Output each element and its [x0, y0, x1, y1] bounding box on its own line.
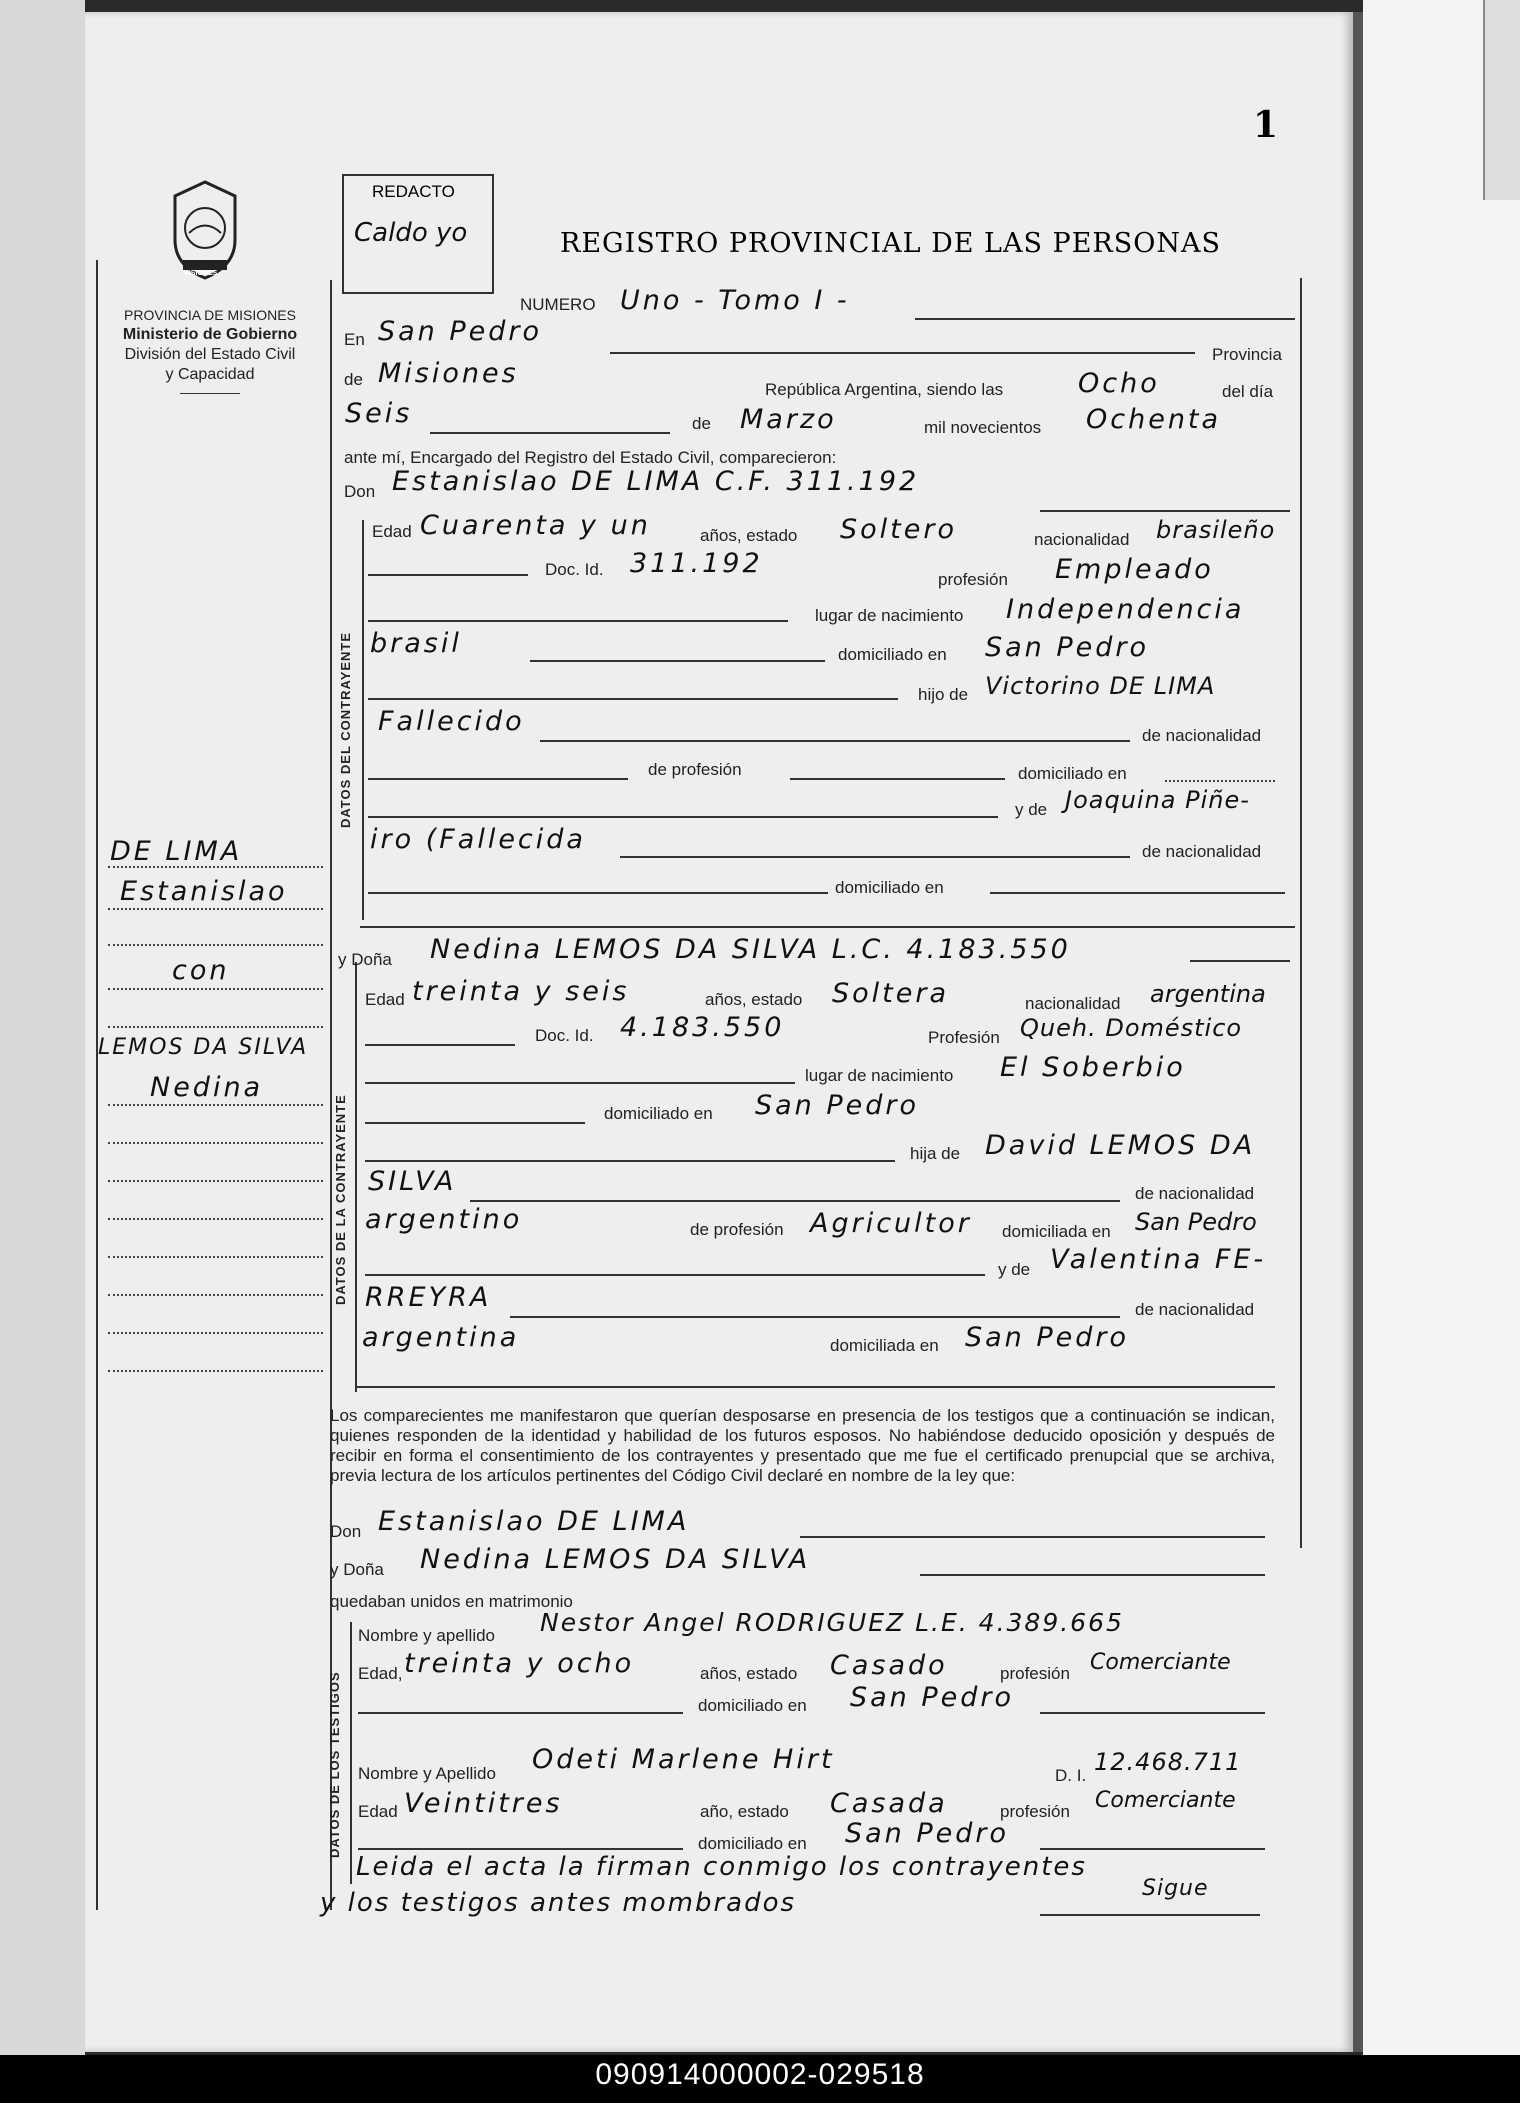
dona-value: Nedina LEMOS DA SILVA L.C. 4.183.550 [430, 934, 1071, 965]
section-rule-2 [355, 962, 357, 1392]
nacionalidad-label-2: nacionalidad [1025, 994, 1121, 1013]
lugar2-value: El Soberbio [1000, 1052, 1186, 1083]
domiciliado-label-4: domiciliado en [604, 1104, 713, 1123]
prof1-value: Empleado [1055, 554, 1214, 585]
seal-text: MISIONES [183, 270, 218, 277]
edad2-value: treinta y seis [412, 976, 630, 1007]
dona-final-value: Nedina LEMOS DA SILVA [420, 1544, 811, 1575]
don-final-value: Estanislao DE LIMA [378, 1506, 690, 1537]
margin-line [108, 1180, 323, 1182]
doc1-value: 311.192 [630, 548, 763, 579]
field-line [1040, 1848, 1265, 1850]
margin-line [108, 1104, 323, 1106]
field-line [1040, 1712, 1265, 1714]
side-label-testigos: DATOS DE LOS TESTIGOS [327, 1671, 342, 1858]
anios-label-2: años, estado [705, 990, 803, 1009]
page-fold [1483, 0, 1520, 200]
right-page-edge [1363, 0, 1520, 2060]
domiciliada-label-2: domiciliada en [830, 1336, 939, 1355]
capacity-label: y Capacidad [165, 366, 255, 383]
field-line [430, 432, 670, 434]
profesion-label: profesión [938, 570, 1008, 589]
field-line [530, 660, 825, 662]
provincia-label: Provincia [1212, 345, 1282, 364]
margin-line [108, 988, 323, 990]
closing-line-2: y los testigos antes mombrados [320, 1888, 797, 1918]
hora-value: Ocho [1078, 368, 1160, 399]
testigo1-value: Nestor Angel RODRIGUEZ L.E. 4.389.665 [540, 1608, 1124, 1637]
nombre-label-2: Nombre y Apellido [358, 1764, 496, 1783]
margin-line [108, 1218, 323, 1220]
field-line [365, 1044, 515, 1046]
padre2-dom: San Pedro [1135, 1208, 1257, 1236]
lugar-nac-label-2: lugar de nacimiento [805, 1066, 954, 1085]
madre1-cont: iro (Fallecida [370, 824, 586, 855]
t2-di: 12.468.711 [1094, 1748, 1242, 1776]
redacto-stamp [342, 174, 494, 294]
dom1-value: San Pedro [985, 632, 1150, 663]
numero-value: Uno - Tomo I - [620, 285, 850, 316]
domiciliado-label-6: domiciliado en [698, 1834, 807, 1853]
don-final-label: Don [330, 1522, 362, 1541]
de-mes-label: de [692, 414, 711, 433]
domiciliado-label-2: domiciliado en [1018, 764, 1127, 783]
field-line [800, 1536, 1265, 1538]
field-line [1040, 1914, 1260, 1916]
domiciliada-label: domiciliada en [1002, 1222, 1111, 1241]
field-line [368, 574, 528, 576]
field-line [358, 1712, 683, 1714]
t1-edad: treinta y ocho [404, 1648, 635, 1679]
t2-prof: Comerciante [1095, 1788, 1236, 1813]
field-line [470, 1200, 1120, 1202]
margin-name: Estanislao [120, 876, 288, 907]
estado2-value: Soltera [832, 978, 950, 1009]
side-label-contrayente: DATOS DEL CONTRAYENTE [338, 631, 353, 828]
hijo-label: hijo de [918, 685, 969, 704]
edad-label-3: Edad, [358, 1664, 403, 1683]
de-nacionalidad-label-2: de nacionalidad [1142, 842, 1262, 861]
field-line [360, 926, 1295, 928]
de-profesion-label: de profesión [648, 760, 742, 779]
dom2-value: San Pedro [755, 1090, 920, 1121]
doc-label-2: Doc. Id. [535, 1026, 594, 1045]
field-line [368, 816, 998, 818]
de-label: de [344, 370, 363, 389]
de-profesion-label-2: de profesión [690, 1220, 784, 1239]
margin-line [108, 866, 323, 868]
field-line [355, 1386, 1275, 1388]
lugar-nac-label: lugar de nacimiento [815, 606, 964, 625]
madre2-value: Valentina FE- [1050, 1244, 1267, 1275]
field-line [365, 1160, 895, 1162]
edad-label-4: Edad [358, 1802, 398, 1821]
mes-value: Marzo [740, 404, 837, 435]
field-line [365, 1274, 985, 1276]
mil-label: mil novecientos [924, 418, 1042, 437]
stamp-signature: Caldo yo [354, 218, 468, 248]
section-rule-1 [362, 520, 364, 920]
field-line [368, 892, 828, 894]
t2-edad: Veintitres [404, 1788, 563, 1819]
t2-dom: San Pedro [845, 1818, 1010, 1849]
field-line [368, 620, 788, 622]
y-de-label-2: y de [998, 1260, 1031, 1279]
ante-label: ante mí, Encargado del Registro del Estado Civil, comparecieron: [344, 448, 837, 467]
field-line [790, 778, 1005, 780]
page-title: REGISTRO PROVINCIAL DE LAS PERSONAS [560, 228, 1222, 259]
ministry-label: Ministerio de Gobierno [122, 326, 298, 343]
di-label: D. I. [1055, 1766, 1087, 1785]
field-line [1190, 960, 1290, 962]
de-nacionalidad-label-4: de nacionalidad [1135, 1300, 1255, 1319]
margin-line [108, 1256, 323, 1258]
testigo2-value: Odeti Marlene Hirt [532, 1744, 835, 1775]
domiciliado-label-3: domiciliado en [835, 878, 944, 897]
misiones-seal-icon [165, 178, 245, 283]
dona-label: y Doña [338, 950, 392, 969]
field-line [368, 698, 898, 700]
margin-rule-2 [330, 280, 332, 1910]
anios-label-3: años, estado [700, 1664, 798, 1683]
field-line [365, 1122, 585, 1124]
padre1-value: Victorino DE LIMA [985, 672, 1216, 700]
barcode-number: 090914000002-029518 [595, 2058, 925, 2091]
margin-bride-name: Nedina [150, 1072, 264, 1103]
madre2-nac: argentina [362, 1322, 520, 1353]
don-value: Estanislao DE LIMA C.F. 311.192 [392, 466, 920, 497]
edad-label: Edad [372, 522, 412, 541]
edad1-value: Cuarenta y un [420, 510, 651, 541]
t1-estado: Casado [830, 1650, 948, 1681]
field-line [915, 318, 1295, 320]
section-rule-3 [350, 1622, 352, 1884]
field-line [510, 1316, 1120, 1318]
padre2-nac: argentino [365, 1204, 523, 1235]
lugar1-value: Independencia [1006, 594, 1245, 625]
nac2-value: argentina [1150, 980, 1266, 1008]
ministry-header [95, 305, 325, 402]
margin-line [108, 1026, 323, 1028]
field-line [610, 352, 1195, 354]
side-label-contrayente-f: DATOS DE LA CONTRAYENTE [333, 1094, 348, 1305]
declaration-paragraph: Los comparecientes me manifestaron que querían desposarse en presencia de los testigos que a continuación se indican, quienes responden de la identidad y habilidad de los futuros esposos. No habiéndose deducido oposición y después de recibir en forma el consentimiento de los contrayentes y presentado que me fue el certificado prenupcial que se archiva, previa lectura de los artículos pertinentes del Código Civil declaré en nombre de la ley que: [330, 1406, 1275, 1485]
en-label: En [344, 330, 365, 349]
madre2-cont: RREYRA [365, 1282, 492, 1313]
margin-line [108, 1370, 323, 1372]
estado1-value: Soltero [840, 514, 957, 545]
madre1-value: Joaquina Piñe- [1065, 786, 1250, 814]
don-label: Don [344, 482, 376, 501]
margin-line [108, 1142, 323, 1144]
anio-label: año, estado [700, 1802, 789, 1821]
stamp-label: REDACTO [372, 182, 455, 201]
division-label: División del Estado Civil [124, 346, 296, 363]
doc2-value: 4.183.550 [620, 1012, 785, 1043]
y-de-label: y de [1015, 800, 1048, 819]
madre2-dom: San Pedro [965, 1322, 1130, 1353]
pais1-value: brasil [370, 628, 462, 659]
field-line [358, 1848, 683, 1850]
edad-label-2: Edad [365, 990, 405, 1009]
padre2-value: David LEMOS DA [985, 1130, 1256, 1161]
hija-label: hija de [910, 1144, 961, 1163]
profesion-label-2: Profesión [928, 1028, 1000, 1047]
dona-final-label: y Doña [330, 1560, 384, 1579]
anios-label: años, estado [700, 526, 798, 545]
field-line [620, 856, 1130, 858]
doc-label: Doc. Id. [545, 560, 604, 579]
field-line [920, 1574, 1265, 1576]
left-page-edge [0, 0, 85, 2060]
prof2-value: Queh. Doméstico [1020, 1014, 1243, 1042]
field-line [1165, 780, 1275, 782]
field-line [365, 1082, 795, 1084]
page-number: 1 [1253, 104, 1279, 146]
nacionalidad-label: nacionalidad [1034, 530, 1130, 549]
t1-dom: San Pedro [850, 1682, 1015, 1713]
domiciliado-label-5: domiciliado en [698, 1696, 807, 1715]
margin-line [108, 944, 323, 946]
nac1-value: brasileño [1156, 516, 1276, 544]
republica-label: República Argentina, siendo las [765, 380, 1004, 399]
del-dia-label: del día [1222, 382, 1274, 401]
margin-con: con [172, 955, 230, 986]
province-label: PROVINCIA DE MISIONES [124, 307, 296, 323]
right-rule [1300, 278, 1302, 1548]
t2-estado: Casada [830, 1788, 948, 1819]
t1-prof: Comerciante [1090, 1650, 1231, 1675]
de-nacionalidad-label-3: de nacionalidad [1135, 1184, 1255, 1203]
margin-surname: DE LIMA [110, 836, 243, 867]
nombre-label: Nombre y apellido [358, 1626, 496, 1645]
field-line [1040, 510, 1290, 512]
numero-label: NUMERO [520, 295, 596, 314]
divider [180, 393, 240, 394]
margin-line [108, 1294, 323, 1296]
anio-value: Ochenta [1086, 404, 1222, 435]
padre2-cont: SILVA [368, 1166, 457, 1197]
field-line [540, 740, 1130, 742]
en-value: San Pedro [378, 316, 543, 347]
margin-line [108, 1332, 323, 1334]
padre2-prof: Agricultor [810, 1208, 972, 1239]
padre1-estado: Fallecido [378, 706, 525, 737]
dia-value: Seis [345, 398, 413, 429]
profesion-label-4: profesión [1000, 1802, 1070, 1821]
margin-rule [96, 260, 98, 1910]
domiciliado-label: domiciliado en [838, 645, 947, 664]
quedaban-label: quedaban unidos en matrimonio [330, 1592, 573, 1611]
profesion-label-3: profesión [1000, 1664, 1070, 1683]
closing-line-1: Leida el acta la firman conmigo los contrayentes [356, 1852, 1087, 1882]
margin-line [108, 908, 323, 910]
de-nacionalidad-label: de nacionalidad [1142, 726, 1262, 745]
field-line [368, 778, 628, 780]
margin-bride-surname: LEMOS DA SILVA [98, 1035, 309, 1060]
field-line [990, 892, 1285, 894]
provincia-value: Misiones [378, 358, 519, 389]
sigue-note: Sigue [1142, 1876, 1209, 1901]
